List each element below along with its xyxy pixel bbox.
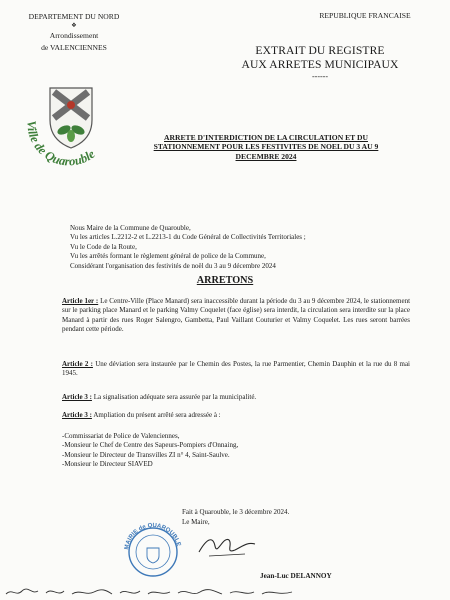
article-1 — [62, 297, 410, 334]
article-3 — [62, 393, 410, 402]
handwritten-publication-note — [2, 585, 302, 600]
article-4-text: Ampliation du présent arrêté sera adressée à : — [93, 411, 221, 419]
department-name: DEPARTEMENT DU NORD — [28, 12, 120, 21]
republique-label: REPUBLIQUE FRANCAISE — [319, 11, 411, 20]
arrondissement-label: Arrondissement — [49, 31, 99, 40]
arrete-title: ARRETE D'INTERDICTION DE LA CIRCULATION ET DU STATIONNEMENT POUR LES FESTIVITES DE NOEL DU 3 AU 9 DECEMBRE 2024 — [153, 133, 379, 161]
separator-glyph: ❖ — [71, 23, 77, 29]
destinataire-item: -Monsieur le Chef de Centre des Sapeurs-Pompiers d'Onnaing, — [62, 441, 239, 450]
handwritten-signature — [195, 528, 260, 563]
article-2 — [62, 360, 410, 379]
svg-text:MAIRIE de QUAROUBLE — [124, 523, 181, 550]
registre-line-1: EXTRAIT DU REGISTRE — [255, 44, 385, 57]
considerant-line: Considérant l'organisation des festivités de noël du 3 au 9 décembre 2024 — [70, 261, 276, 270]
destinataires-list — [62, 432, 402, 469]
article-3-text: La signalisation adéquate sera assurée par la municipalité. — [93, 393, 257, 401]
arrondissement-name: de VALENCIENNES — [41, 43, 107, 52]
considerant-line: Vu le Code de la Route, — [70, 242, 137, 251]
le-maire-label: Le Maire, — [182, 518, 210, 526]
article-1-label: Article 1er : — [62, 297, 99, 305]
article-4-label: Article 3 : — [62, 411, 92, 419]
registre-title — [200, 44, 440, 72]
considerants-block — [70, 224, 410, 271]
registre-line-2: AUX ARRETES MUNICIPAUX — [241, 58, 399, 71]
article-1-text: Le Centre-Ville (Place Manard) sera inaccessible durant la période du 3 au 9 décembre 2024, le stationnement sur le parking place Manard et le parking Valmy Coquelet (face église) sera interdit, la circulation sera interdite sur la place Manard à partir des rues Roger Salengro, Gambetta, Paul Vaillant Couturier et Valmy Coquelet. Les rues seront barrées pendant cette période. — [62, 297, 411, 333]
destinataire-item: -Commissariat de Police de Valenciennes, — [62, 432, 180, 440]
considerant-line: Nous Maire de la Commune de Quarouble, — [70, 224, 191, 232]
signatory-name: Jean-Luc DELANNOY — [260, 572, 332, 580]
department-block — [20, 11, 128, 54]
logo-wordmark: Ville de Quarouble — [24, 120, 98, 168]
article-4 — [62, 411, 410, 420]
registre-dashes: ------ — [312, 72, 328, 81]
destinataire-item: -Monsieur le Directeur de Transvilles ZI n° 4, Saint-Saulve. — [62, 450, 230, 459]
article-3-label: Article 3 : — [62, 393, 92, 401]
considerant-line: Vu les articles L.2212-2 et L.2213-1 du Code Général de Collectivités Territoriales ; — [70, 233, 306, 242]
considerant-line: Vu les arrêtés formant le règlement général de police de la Commune, — [70, 252, 266, 261]
mairie-stamp — [118, 520, 188, 580]
quarouble-logo — [18, 78, 122, 168]
article-2-label: Article 2 : — [62, 360, 93, 368]
article-2-text: Une déviation sera instaurée par le Chemin des Postes, la rue Parmentier, Chemin Dauphin et la rue du 8 mai 1945. — [62, 360, 410, 378]
destinataire-item: -Monsieur le Directeur SIAVED — [62, 459, 153, 468]
stamp-text: MAIRIE de QUAROUBLE — [124, 522, 182, 551]
arretons-heading: ARRETONS — [196, 275, 254, 286]
fait-a-line: Fait à Quarouble, le 3 décembre 2024. — [182, 508, 290, 516]
